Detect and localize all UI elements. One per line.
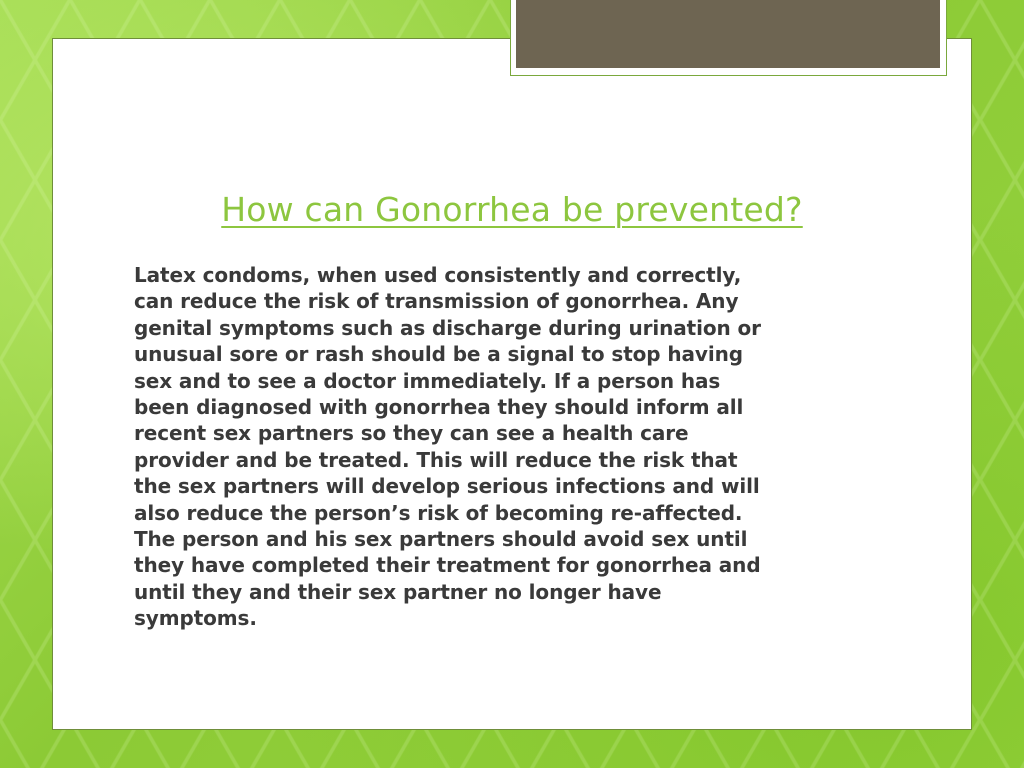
slide-body (134, 262, 874, 632)
body-line: also reduce the person’s risk of becoming re-affected. (134, 500, 743, 525)
body-line: the sex partners will develop serious infections and will (134, 474, 760, 499)
body-line: The person and his sex partners should avoid sex until (134, 527, 748, 552)
body-line: unusual sore or rash should be a signal to stop having (134, 342, 743, 367)
body-line: recent sex partners so they can see a health care (134, 421, 689, 446)
body-line: sex and to see a doctor immediately. If a person has (134, 368, 721, 393)
body-line: provider and be treated. This will reduce the risk that (134, 447, 738, 472)
body-line: they have completed their treatment for gonorrhea and (134, 553, 761, 578)
body-line: been diagnosed with gonorrhea they should inform all (134, 395, 744, 420)
body-line: Latex condoms, when used consistently and correctly, (134, 263, 742, 287)
body-line: genital symptoms such as discharge during urination or (134, 315, 761, 340)
body-line: can reduce the risk of transmission of gonorrhea. Any (134, 289, 739, 314)
header-tab-block (516, 0, 940, 68)
body-line: until they and their sex partner no longer have (134, 579, 662, 604)
slide-title: How can Gonorrhea be prevented? (221, 190, 803, 229)
body-line: symptoms. (134, 606, 257, 631)
